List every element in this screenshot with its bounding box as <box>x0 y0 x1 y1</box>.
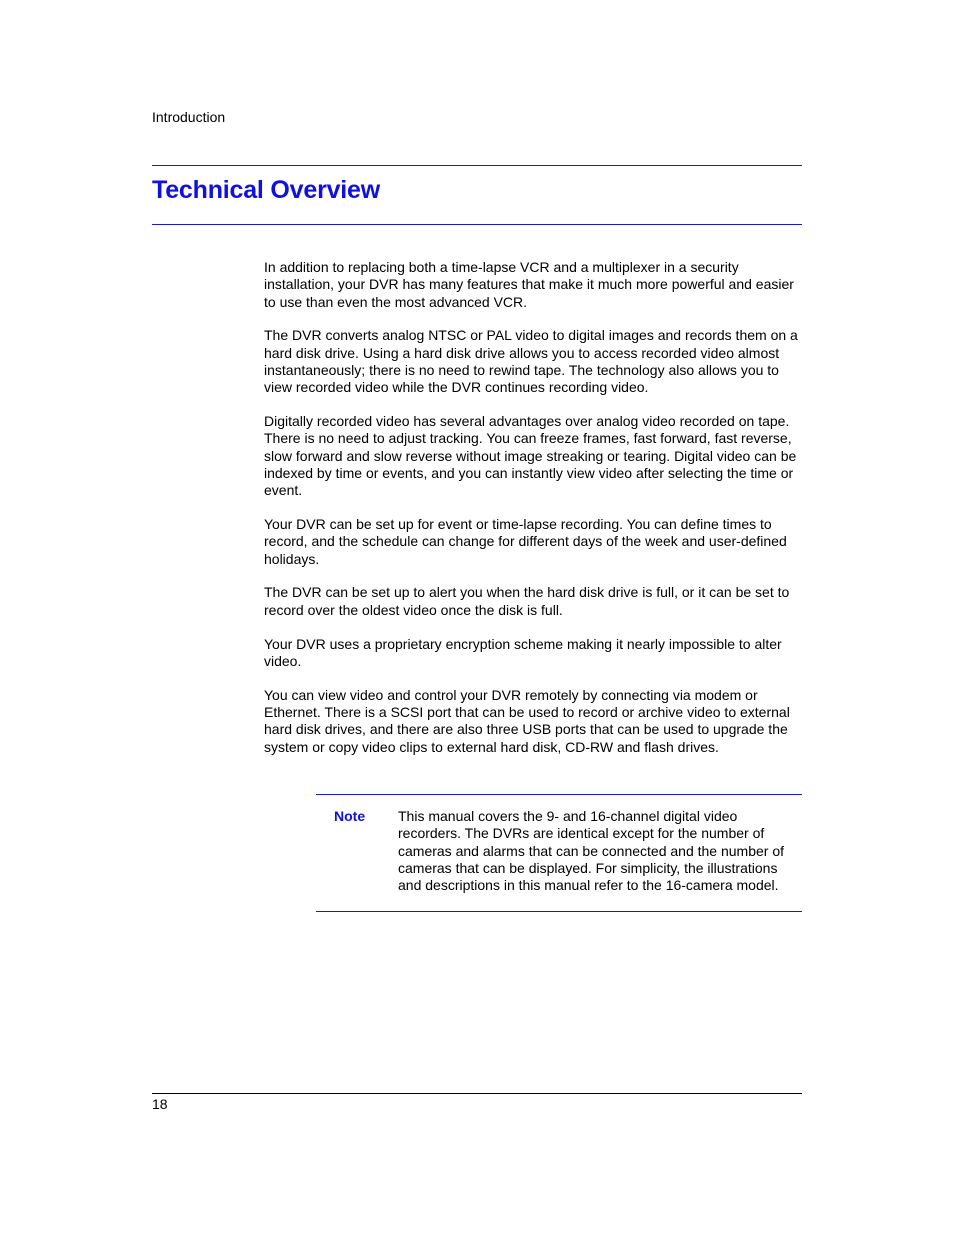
note-label: Note <box>334 808 366 824</box>
footer-rule <box>152 1093 802 1094</box>
paragraph-digital-conversion: The DVR converts analog NTSC or PAL video to digital images and records them on a hard disk drive. Using a hard disk drive allows you to access recorded video almost instantaneously; there is no need to rewind tape. The technology also allows you to view recorded video while the DVR continues recording video. <box>264 327 798 396</box>
paragraph-advantages: Digitally recorded video has several advantages over analog video recorded on tape. There is no need to adjust tracking. You can freeze frames, fast forward, fast reverse, slow forward and slow reverse without image streaking or tearing. Digital video can be indexed by time or events, and you can instantly view video after selecting the time or event. <box>264 413 797 499</box>
note-box <box>316 794 802 912</box>
title-rule-bottom <box>152 224 802 225</box>
paragraph-remote-access: You can view video and control your DVR remotely by connecting via modem or Ethernet. There is a SCSI port that can be used to record or archive video to external hard disk drives, and there are also three USB ports that can be used to upgrade the system or copy video clips to external hard disk, CD-RW and flash drives. <box>264 686 790 755</box>
paragraph-intro: In addition to replacing both a time-lapse VCR and a multiplexer in a security installation, your DVR has many features that make it much more powerful and easier to use than even the most advanced VCR. <box>264 259 794 310</box>
paragraph-recording-modes: Your DVR can be set up for event or time-lapse recording. You can define times to record, and the schedule can change for different days of the week and user-defined holidays. <box>264 516 787 567</box>
title-rule-top <box>152 165 802 166</box>
page-number: 18 <box>152 1096 168 1112</box>
page-title: Technical Overview <box>152 176 380 204</box>
paragraph-encryption: Your DVR uses a proprietary encryption scheme making it nearly impossible to alter video. <box>264 635 782 669</box>
note-text: This manual covers the 9- and 16-channel digital video recorders. The DVRs are identical except for the number of cameras and alarms that can be connected and the number of cameras that can be displayed. For simplicity, the illustrations and descriptions in this manual refer to the 16-camera model. <box>398 808 785 894</box>
paragraph-disk-full: The DVR can be set up to alert you when the hard disk drive is full, or it can be set to record over the oldest video once the disk is full. <box>264 584 790 618</box>
running-header: Introduction <box>152 109 226 125</box>
body-text <box>264 259 804 772</box>
